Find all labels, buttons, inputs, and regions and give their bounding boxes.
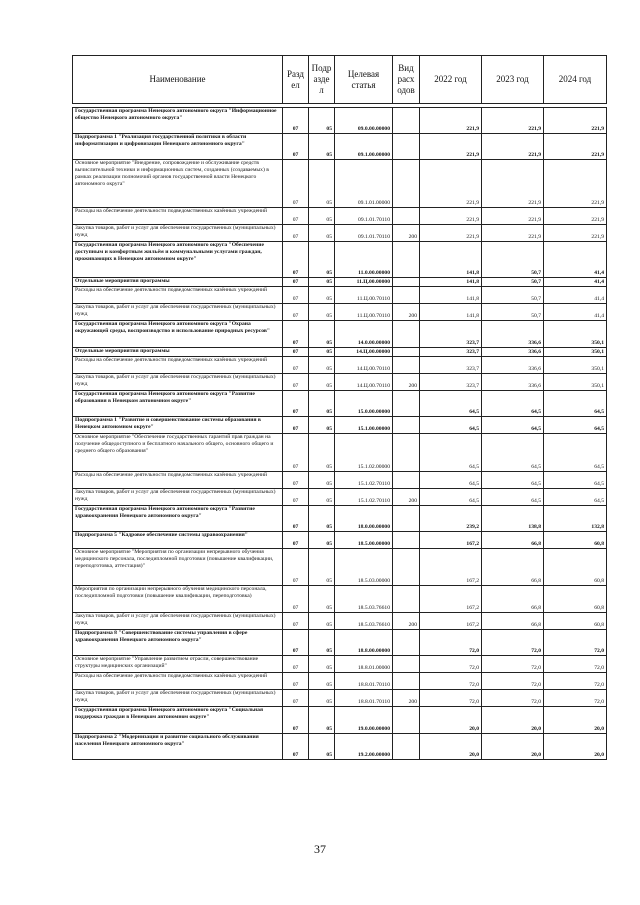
cell-expense-type [393,242,420,278]
cell-expense-type [393,321,420,348]
cell-subsection: 05 [309,242,335,278]
table-row [73,225,607,242]
cell-target-article: 18.5.00.00000 [335,532,393,549]
cell-2023: 20,0 [482,707,544,734]
cell-section: 07 [283,304,309,321]
table-row [73,489,607,506]
cell-subsection: 05 [309,673,335,690]
cell-section: 07 [283,225,309,242]
header-section: Разд ел [283,56,309,104]
cell-2022: 167,2 [420,613,482,630]
cell-2023: 66,8 [482,613,544,630]
cell-2022: 141,8 [420,242,482,278]
table-row [73,278,607,287]
header-2024: 2024 год [544,56,607,104]
cell-name: Расходы на обеспечение деятельности подведомственных казённых учреждений [73,357,283,374]
table-row [73,434,607,472]
table-row [73,613,607,630]
cell-section: 07 [283,417,309,434]
cell-expense-type [393,656,420,673]
cell-section: 07 [283,549,309,586]
cell-target-article: 14.Ц.00.00000 [335,348,393,357]
cell-2022: 64,5 [420,391,482,417]
cell-target-article: 18.8.00.00000 [335,630,393,656]
cell-expense-type: 200 [393,613,420,630]
cell-2024: 60,8 [544,586,607,613]
cell-name: Основное мероприятие "Мероприятия по организации непрерывного обучения медицинского персонала, последипломной подготовки (повышение квалификации, переподготовка, аттестация)" [73,549,283,586]
cell-2022: 221,9 [420,225,482,242]
cell-2024: 132,8 [544,506,607,532]
cell-expense-type [393,673,420,690]
cell-target-article: 11.Ц.00.70110 [335,287,393,304]
cell-target-article: 11.Ц.00.00000 [335,278,393,287]
table-row [73,673,607,690]
cell-name: Отдельные мероприятия программы [73,278,283,287]
cell-section: 07 [283,489,309,506]
table-row [73,707,607,734]
cell-subsection: 05 [309,278,335,287]
cell-2023: 64,5 [482,434,544,472]
cell-name: Основное мероприятие "Обеспечение государственных гарантий прав граждан на получение общедоступного и бесплатного начального общего, основного общего и среднего общего образования" [73,434,283,472]
header-expense-type: Вид расх одов [393,56,420,104]
table-row [73,586,607,613]
cell-section: 07 [283,656,309,673]
cell-2024: 221,9 [544,108,607,134]
table-body [73,108,607,760]
table-row [73,374,607,391]
table-row [73,160,607,208]
cell-target-article: 11.0.00.00000 [335,242,393,278]
cell-expense-type [393,417,420,434]
cell-2022: 72,0 [420,673,482,690]
cell-target-article: 14.Ц.00.70110 [335,374,393,391]
table-row [73,134,607,160]
cell-name: Государственная программа Ненецкого автономного округа "Развитие здравоохранения Ненецкого автономного округа" [73,506,283,532]
cell-2023: 64,5 [482,489,544,506]
cell-2023: 66,8 [482,586,544,613]
cell-expense-type [393,108,420,134]
cell-2024: 350,1 [544,374,607,391]
cell-2023: 50,7 [482,287,544,304]
cell-subsection: 05 [309,304,335,321]
cell-expense-type [393,549,420,586]
table-row [73,532,607,549]
cell-section: 07 [283,242,309,278]
table-row [73,321,607,348]
cell-subsection: 05 [309,417,335,434]
cell-target-article: 15.1.02.70110 [335,472,393,489]
cell-name: Мероприятия по организации непрерывного обучения медицинского персонала, последипломной подготовки (повышение квалификации, переподготовка) [73,586,283,613]
cell-subsection: 05 [309,225,335,242]
cell-name: Государственная программа Ненецкого автономного округа "Развитие образования в Ненецком автономном округе" [73,391,283,417]
cell-name: Подпрограмма 1 "Реализация государственной политики в области информатизации и цифровизации Ненецкого автономного округа" [73,134,283,160]
cell-2023: 336,6 [482,374,544,391]
cell-section: 07 [283,348,309,357]
cell-target-article: 14.Ц.00.70110 [335,357,393,374]
cell-subsection: 05 [309,108,335,134]
cell-2022: 20,0 [420,707,482,734]
cell-section: 07 [283,707,309,734]
cell-2023: 336,6 [482,321,544,348]
cell-expense-type [393,278,420,287]
table-row [73,208,607,225]
cell-section: 07 [283,374,309,391]
cell-2022: 64,5 [420,417,482,434]
cell-2024: 221,9 [544,134,607,160]
table-row [73,287,607,304]
cell-target-article: 15.0.00.00000 [335,391,393,417]
cell-target-article: 15.1.02.70110 [335,489,393,506]
cell-name: Закупка товаров, работ и услуг для обеспечения государственных (муниципальных) нужд [73,690,283,707]
cell-expense-type [393,734,420,760]
cell-2023: 72,0 [482,690,544,707]
cell-expense-type [393,532,420,549]
cell-name: Подпрограмма 1 "Развитие и совершенствование системы образования в Ненецком автономном округе" [73,417,283,434]
cell-2024: 41,4 [544,278,607,287]
cell-name: Закупка товаров, работ и услуг для обеспечения государственных (муниципальных) нужд [73,489,283,506]
cell-subsection: 05 [309,489,335,506]
cell-subsection: 05 [309,287,335,304]
cell-target-article: 09.0.00.00000 [335,108,393,134]
cell-2022: 323,7 [420,374,482,391]
table-row [73,391,607,417]
cell-2023: 64,5 [482,417,544,434]
cell-subsection: 05 [309,348,335,357]
cell-subsection: 05 [309,630,335,656]
cell-2023: 336,6 [482,357,544,374]
cell-section: 07 [283,208,309,225]
cell-2022: 20,0 [420,734,482,760]
cell-subsection: 05 [309,586,335,613]
cell-section: 07 [283,134,309,160]
cell-section: 07 [283,278,309,287]
cell-2023: 64,5 [482,391,544,417]
cell-section: 07 [283,321,309,348]
cell-section: 07 [283,160,309,208]
cell-2022: 64,5 [420,434,482,472]
cell-2023: 66,8 [482,532,544,549]
cell-2022: 64,5 [420,489,482,506]
cell-expense-type [393,160,420,208]
cell-subsection: 05 [309,734,335,760]
cell-2024: 350,1 [544,348,607,357]
cell-subsection: 05 [309,208,335,225]
cell-2023: 221,9 [482,108,544,134]
table-row [73,506,607,532]
cell-expense-type [393,630,420,656]
cell-target-article: 18.5.03.00000 [335,549,393,586]
cell-2024: 20,0 [544,707,607,734]
table-row [73,108,607,134]
cell-2023: 66,8 [482,549,544,586]
cell-name: Подпрограмма 2 "Модернизация и развитие социального обслуживания населения Ненецкого автономного округа" [73,734,283,760]
cell-subsection: 05 [309,472,335,489]
cell-expense-type: 200 [393,374,420,391]
cell-2022: 141,8 [420,278,482,287]
cell-2024: 221,9 [544,225,607,242]
header-2023: 2023 год [482,56,544,104]
cell-section: 07 [283,630,309,656]
cell-target-article: 18.8.01.70110 [335,673,393,690]
cell-2022: 239,2 [420,506,482,532]
table-row [73,630,607,656]
cell-target-article: 19.2.00.00000 [335,734,393,760]
cell-name: Подпрограмма 8 "Совершенствование системы управления в сфере здравоохранения Ненецкого автономного округа" [73,630,283,656]
cell-expense-type: 200 [393,489,420,506]
cell-section: 07 [283,586,309,613]
cell-2024: 64,5 [544,391,607,417]
cell-name: Закупка товаров, работ и услуг для обеспечения государственных (муниципальных) нужд [73,225,283,242]
cell-expense-type [393,707,420,734]
cell-section: 07 [283,108,309,134]
budget-table-sheet [72,55,606,760]
cell-2023: 221,9 [482,134,544,160]
cell-2022: 221,9 [420,208,482,225]
table-row [73,656,607,673]
budget-table [72,55,607,760]
cell-target-article: 18.8.01.00000 [335,656,393,673]
cell-section: 07 [283,532,309,549]
cell-section: 07 [283,506,309,532]
cell-expense-type [393,586,420,613]
cell-target-article: 15.1.00.00000 [335,417,393,434]
cell-subsection: 05 [309,690,335,707]
cell-name: Закупка товаров, работ и услуг для обеспечения государственных (муниципальных) нужд [73,613,283,630]
cell-2023: 72,0 [482,630,544,656]
cell-subsection: 05 [309,549,335,586]
cell-expense-type: 200 [393,225,420,242]
cell-section: 07 [283,690,309,707]
header-subsection: Подр азде л [309,56,335,104]
cell-2024: 60,8 [544,549,607,586]
cell-target-article: 18.0.00.00000 [335,506,393,532]
cell-2024: 41,4 [544,304,607,321]
cell-subsection: 05 [309,160,335,208]
cell-2022: 167,2 [420,532,482,549]
cell-target-article: 09.1.01.00000 [335,160,393,208]
cell-name: Расходы на обеспечение деятельности подведомственных казённых учреждений [73,208,283,225]
cell-section: 07 [283,613,309,630]
cell-name: Расходы на обеспечение деятельности подведомственных казённых учреждений [73,472,283,489]
table-row [73,242,607,278]
cell-2024: 72,0 [544,656,607,673]
cell-2023: 72,0 [482,656,544,673]
cell-2024: 64,5 [544,417,607,434]
cell-name: Государственная программа Ненецкого автономного округа "Охрана окружающей среды, воспроизводство и использование природных ресурсов" [73,321,283,348]
cell-section: 07 [283,357,309,374]
cell-2024: 64,5 [544,489,607,506]
table-header-row [73,56,607,104]
cell-expense-type [393,208,420,225]
cell-2024: 72,0 [544,690,607,707]
cell-2024: 221,9 [544,208,607,225]
table-row [73,357,607,374]
cell-target-article: 18.8.01.70110 [335,690,393,707]
cell-expense-type [393,357,420,374]
cell-2024: 221,9 [544,160,607,208]
cell-2024: 72,0 [544,673,607,690]
cell-2023: 20,0 [482,734,544,760]
cell-expense-type: 200 [393,304,420,321]
cell-2023: 221,9 [482,225,544,242]
cell-section: 07 [283,391,309,417]
cell-section: 07 [283,287,309,304]
cell-2023: 50,7 [482,304,544,321]
cell-subsection: 05 [309,357,335,374]
cell-subsection: 05 [309,321,335,348]
table-row [73,304,607,321]
cell-target-article: 14.0.00.00000 [335,321,393,348]
cell-2022: 141,8 [420,304,482,321]
cell-2022: 141,8 [420,287,482,304]
cell-target-article: 09.1.00.00000 [335,134,393,160]
cell-2023: 50,7 [482,278,544,287]
cell-expense-type [393,287,420,304]
table-row [73,472,607,489]
cell-subsection: 05 [309,532,335,549]
cell-2022: 221,9 [420,134,482,160]
cell-2022: 323,7 [420,348,482,357]
cell-2024: 60,8 [544,532,607,549]
cell-name: Закупка товаров, работ и услуг для обеспечения государственных (муниципальных) нужд [73,304,283,321]
cell-name: Закупка товаров, работ и услуг для обеспечения государственных (муниципальных) нужд [73,374,283,391]
cell-name: Государственная программа Ненецкого автономного округа "Обеспечение доступным и комфортным жильём и коммунальными услугами граждан, проживающих в Ненецком автономном округе" [73,242,283,278]
cell-expense-type [393,134,420,160]
cell-target-article: 18.5.03.76610 [335,613,393,630]
cell-target-article: 19.0.00.00000 [335,707,393,734]
cell-2022: 167,2 [420,549,482,586]
cell-2022: 167,2 [420,586,482,613]
cell-expense-type [393,348,420,357]
header-2022: 2022 год [420,56,482,104]
cell-section: 07 [283,472,309,489]
cell-subsection: 05 [309,374,335,391]
cell-2022: 323,7 [420,321,482,348]
cell-target-article: 09.1.01.70110 [335,225,393,242]
cell-2024: 72,0 [544,630,607,656]
cell-2024: 60,8 [544,613,607,630]
cell-2023: 64,5 [482,472,544,489]
page-number: 37 [314,842,326,856]
cell-2024: 350,1 [544,357,607,374]
cell-expense-type [393,506,420,532]
header-name: Наименование [73,56,283,104]
cell-2022: 72,0 [420,690,482,707]
cell-name: Отдельные мероприятия программы [73,348,283,357]
cell-expense-type [393,391,420,417]
cell-subsection: 05 [309,434,335,472]
cell-target-article: 11.Ц.00.70110 [335,304,393,321]
cell-2022: 221,9 [420,160,482,208]
cell-expense-type [393,434,420,472]
cell-2023: 221,9 [482,160,544,208]
table-row [73,417,607,434]
cell-2024: 41,4 [544,242,607,278]
cell-2023: 50,7 [482,242,544,278]
table-row [73,734,607,760]
cell-2024: 64,5 [544,472,607,489]
cell-2024: 41,4 [544,287,607,304]
cell-target-article: 09.1.01.70110 [335,208,393,225]
cell-2024: 64,5 [544,434,607,472]
cell-target-article: 18.5.03.76610 [335,586,393,613]
cell-name: Расходы на обеспечение деятельности подведомственных казённых учреждений [73,287,283,304]
cell-expense-type: 200 [393,690,420,707]
table-row [73,690,607,707]
cell-subsection: 05 [309,656,335,673]
cell-expense-type [393,472,420,489]
cell-name: Основное мероприятие "Внедрение, сопровождение и обслуживание средств вычислительной техники и информационных систем, созданных (создаваемых) в рамках реализации полномочий органов государственной власти Ненецкого автономного округа" [73,160,283,208]
cell-name: Государственная программа Ненецкого автономного округа "Социальная поддержка граждан в Ненецком автономном округе" [73,707,283,734]
cell-subsection: 05 [309,506,335,532]
cell-subsection: 05 [309,707,335,734]
cell-name: Расходы на обеспечение деятельности подведомственных казённых учреждений [73,673,283,690]
cell-subsection: 05 [309,613,335,630]
cell-section: 07 [283,734,309,760]
cell-section: 07 [283,673,309,690]
cell-2022: 221,9 [420,108,482,134]
cell-2023: 138,8 [482,506,544,532]
cell-name: Подпрограмма 5 "Кадровое обеспечение системы здравоохранения" [73,532,283,549]
cell-2022: 64,5 [420,472,482,489]
cell-name: Основное мероприятие "Управление развитием отрасли, совершенствование структуры медицинских организаций" [73,656,283,673]
header-target-article: Целевая статья [335,56,393,104]
cell-2022: 323,7 [420,357,482,374]
cell-target-article: 15.1.02.00000 [335,434,393,472]
cell-2023: 221,9 [482,208,544,225]
cell-2022: 72,0 [420,630,482,656]
table-row [73,549,607,586]
cell-2023: 336,6 [482,348,544,357]
cell-2022: 72,0 [420,656,482,673]
cell-name: Государственная программа Ненецкого автономного округа "Информационное общество Ненецкого автономного округа" [73,108,283,134]
cell-section: 07 [283,434,309,472]
cell-subsection: 05 [309,391,335,417]
cell-2024: 20,0 [544,734,607,760]
table-row [73,348,607,357]
cell-subsection: 05 [309,134,335,160]
cell-2023: 72,0 [482,673,544,690]
cell-2024: 350,1 [544,321,607,348]
